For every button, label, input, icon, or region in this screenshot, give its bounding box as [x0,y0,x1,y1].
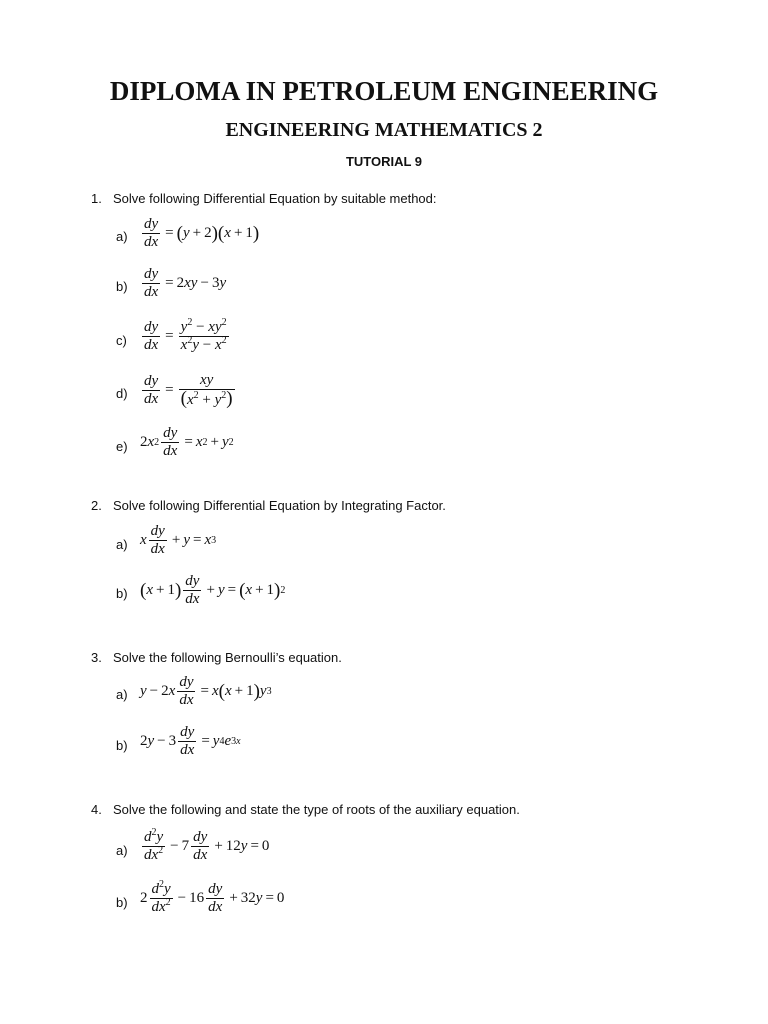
part-label: a) [116,843,128,858]
part-label: b) [116,895,128,910]
question-number: 1. [91,191,102,206]
part-label: c) [116,333,127,348]
equation-1a: $\frac{dy}{dx}$ = ( y + 2 )( x + 1 ) [144,216,260,250]
equation-4b: 2 $\frac{d^2y}{dx^2}$ − 16 $\frac{dy}{dx}$ + 32 y = 0 [140,879,285,915]
equation-1b: $\frac{dy}{dx}$ = 2 xy − 3 y [144,266,227,300]
document-title: DIPLOMA IN PETROLEUM ENGINEERING [109,76,659,106]
question-2 [91,498,446,513]
equation-2b: ( x + 1 ) $\frac{dy}{dx}$ + y = ( x + 1 ) 2 [140,573,286,607]
equation-1e: 2 x 2 $\frac{dy}{dx}$ = x 2 + y 2 [140,425,234,459]
part-label: a) [116,537,128,552]
equation-1c: $\frac{dy}{dx}$ = $\frac{y^2 - xy^2}{x^2y - x^2}$ [144,317,227,353]
part-label: b) [116,738,128,753]
question-text: Solve following Differential Equation by suitable method: [113,191,437,206]
question-text: Solve the following Bernoulli’s equation. [113,650,342,665]
tutorial-label: TUTORIAL 9 [345,154,423,169]
question-number: 2. [91,498,102,513]
part-label: a) [116,687,128,702]
equation-3b: 2 y − 3 $\frac{dy}{dx}$ = y 4 e 3x [140,724,241,758]
question-4 [91,802,520,817]
question-1 [91,191,437,206]
question-3 [91,650,342,665]
part-label: b) [116,586,128,601]
part-label: d) [116,386,128,401]
question-number: 3. [91,650,102,665]
equation-1d: $\frac{dy}{dx}$ = $\frac{xy}{(x^2 + y^2)}$ [144,372,233,409]
question-number: 4. [91,802,102,817]
part-label: a) [116,229,128,244]
equation-3a: y − 2 x $\frac{dy}{dx}$ = x ( x + 1 ) y 3 [140,674,272,708]
part-label: b) [116,279,128,294]
equation-2a: x $\frac{dy}{dx}$ + y = x 3 [140,523,217,557]
document-subtitle: ENGINEERING MATHEMATICS 2 [225,119,543,141]
part-label: e) [116,439,128,454]
equation-4a: $\frac{d^2y}{dx^2}$ − 7 $\frac{dy}{dx}$ + 12 y = 0 [144,827,270,863]
question-text: Solve the following and state the type of roots of the auxiliary equation. [113,802,520,817]
question-text: Solve following Differential Equation by Integrating Factor. [113,498,446,513]
